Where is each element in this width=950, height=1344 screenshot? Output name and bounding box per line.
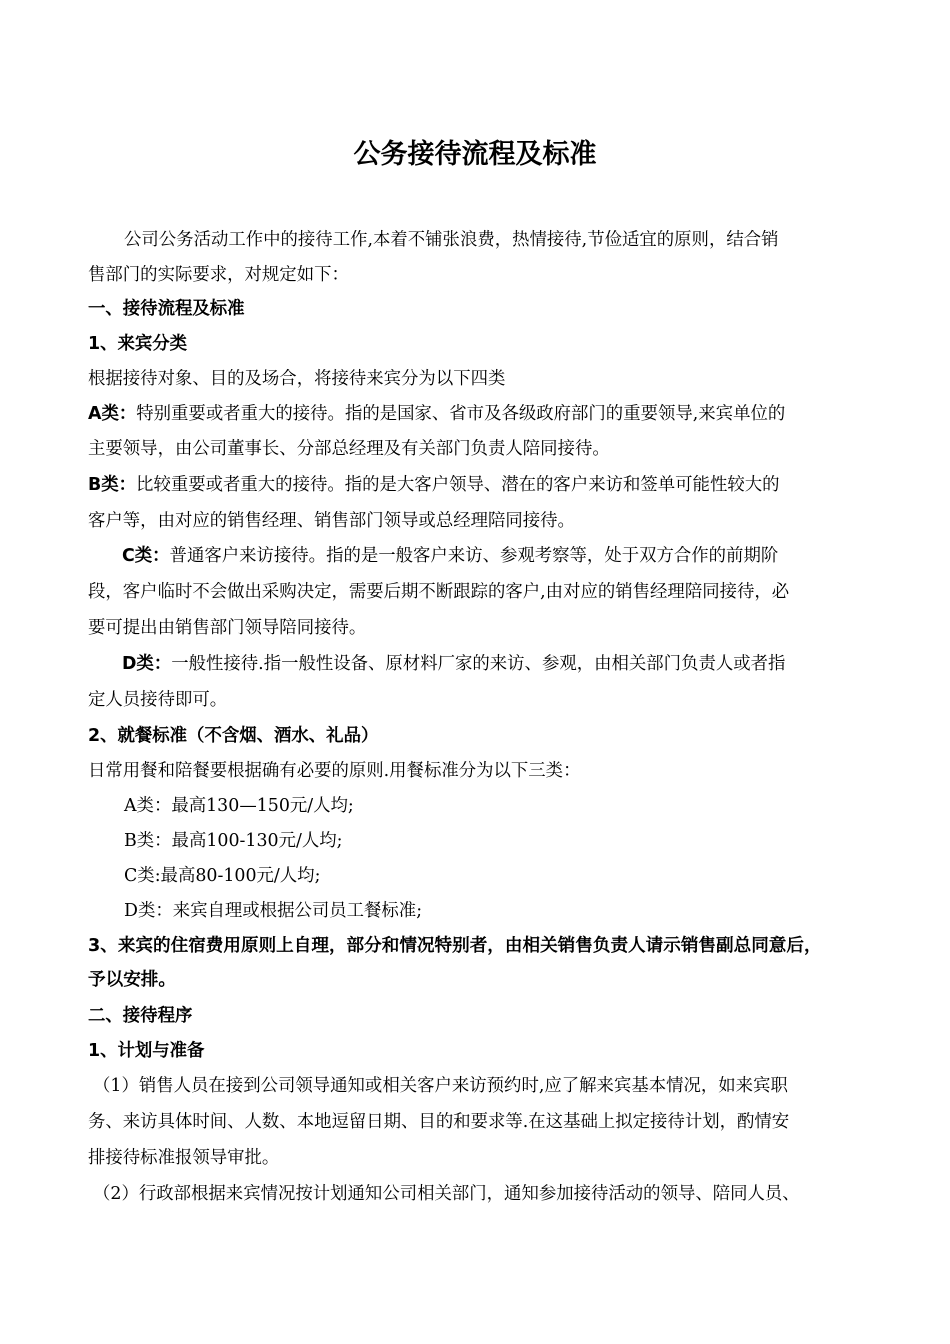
class-a-cont: 主要领导，由公司董事长、分部总经理及有关部门负责人陪同接待。 <box>88 439 610 459</box>
class-a-text: 特别重要或者重大的接待。指的是国家、省市及各级政府部门的重要领导,来宾单位的 <box>136 404 786 424</box>
meal-item-a: A类：最高130—150元/人均; <box>124 796 354 816</box>
lodging-rule-line-1: 3、来宾的住宿费用原则上自理，部分和情况特别者，由相关销售负责人请示销售副总同意后， <box>88 936 822 956</box>
class-c-cont-2: 要可提出由销售部门领导陪同接待。 <box>88 618 367 638</box>
class-c-label: C类： <box>122 546 170 566</box>
meal-item-b: B类：最高100-130元/人均; <box>124 831 343 851</box>
plan-paragraph-1-line-3: 排接待标准报领导审批。 <box>88 1148 280 1168</box>
meal-item-d: D类：来宾自理或根据公司员工餐标准; <box>124 901 423 921</box>
class-b-line <box>88 473 780 497</box>
class-c-cont-1: 段，客户临时不会做出采购决定，需要后期不断跟踪的客户,由对应的销售经理陪同接待，必 <box>88 582 790 602</box>
section-2-heading: 二、接待程序 <box>88 1006 193 1026</box>
plan-paragraph-2-line-1: （2）行政部根据来宾情况按计划通知公司相关部门，通知参加接待活动的领导、陪同人员、 <box>93 1184 800 1204</box>
class-b-label: B类： <box>88 475 137 495</box>
plan-paragraph-1-line-2: 务、来访具体时间、人数、本地逗留日期、目的和要求等.在这基础上拟定接待计划，酌情安 <box>88 1112 790 1132</box>
class-d-label: D类： <box>122 654 172 674</box>
class-c-text: 普通客户来访接待。指的是一般客户来访、参观考察等，处于双方合作的前期阶 <box>169 546 779 566</box>
subsection-1-1-heading: 1、来宾分类 <box>88 334 188 354</box>
meal-item-c: C类:最高80-100元/人均; <box>124 866 321 886</box>
class-d-line <box>122 652 785 676</box>
class-b-text: 比较重要或者重大的接待。指的是大客户领导、潜在的客户来访和签单可能性较大的 <box>136 475 780 495</box>
guest-class-lead: 根据接待对象、目的及场合，将接待来宾分为以下四类 <box>88 369 506 389</box>
section-1-heading: 一、接待流程及标准 <box>88 299 245 319</box>
plan-paragraph-1-line-1: （1）销售人员在接到公司领导通知或相关客户来访预约时,应了解来宾基本情况，如来宾职 <box>93 1076 788 1096</box>
intro-line-1: 公司公务活动工作中的接待工作,本着不铺张浪费，热情接待,节俭适宜的原则，结合销 <box>124 230 779 250</box>
class-d-cont: 定人员接待即可。 <box>88 690 228 710</box>
class-d-text: 一般性接待.指一般性设备、原材料厂家的来访、参观，由相关部门负责人或者指 <box>171 654 786 674</box>
intro-line-2: 售部门的实际要求，对规定如下： <box>88 265 349 285</box>
class-a-line <box>88 402 785 426</box>
lodging-rule-line-2: 予以安排。 <box>88 970 176 990</box>
document-title: 公务接待流程及标准 <box>353 139 597 170</box>
subsection-2-1-heading: 1、计划与准备 <box>88 1041 205 1061</box>
class-a-label: A类： <box>88 404 137 424</box>
meal-standard-lead: 日常用餐和陪餐要根据确有必要的原则.用餐标准分为以下三类： <box>88 761 581 781</box>
class-c-line <box>122 544 778 568</box>
class-b-cont: 客户等，由对应的销售经理、销售部门领导或总经理陪同接待。 <box>88 511 575 531</box>
subsection-1-2-heading: 2、就餐标准（不含烟、酒水、礼品） <box>88 726 379 746</box>
